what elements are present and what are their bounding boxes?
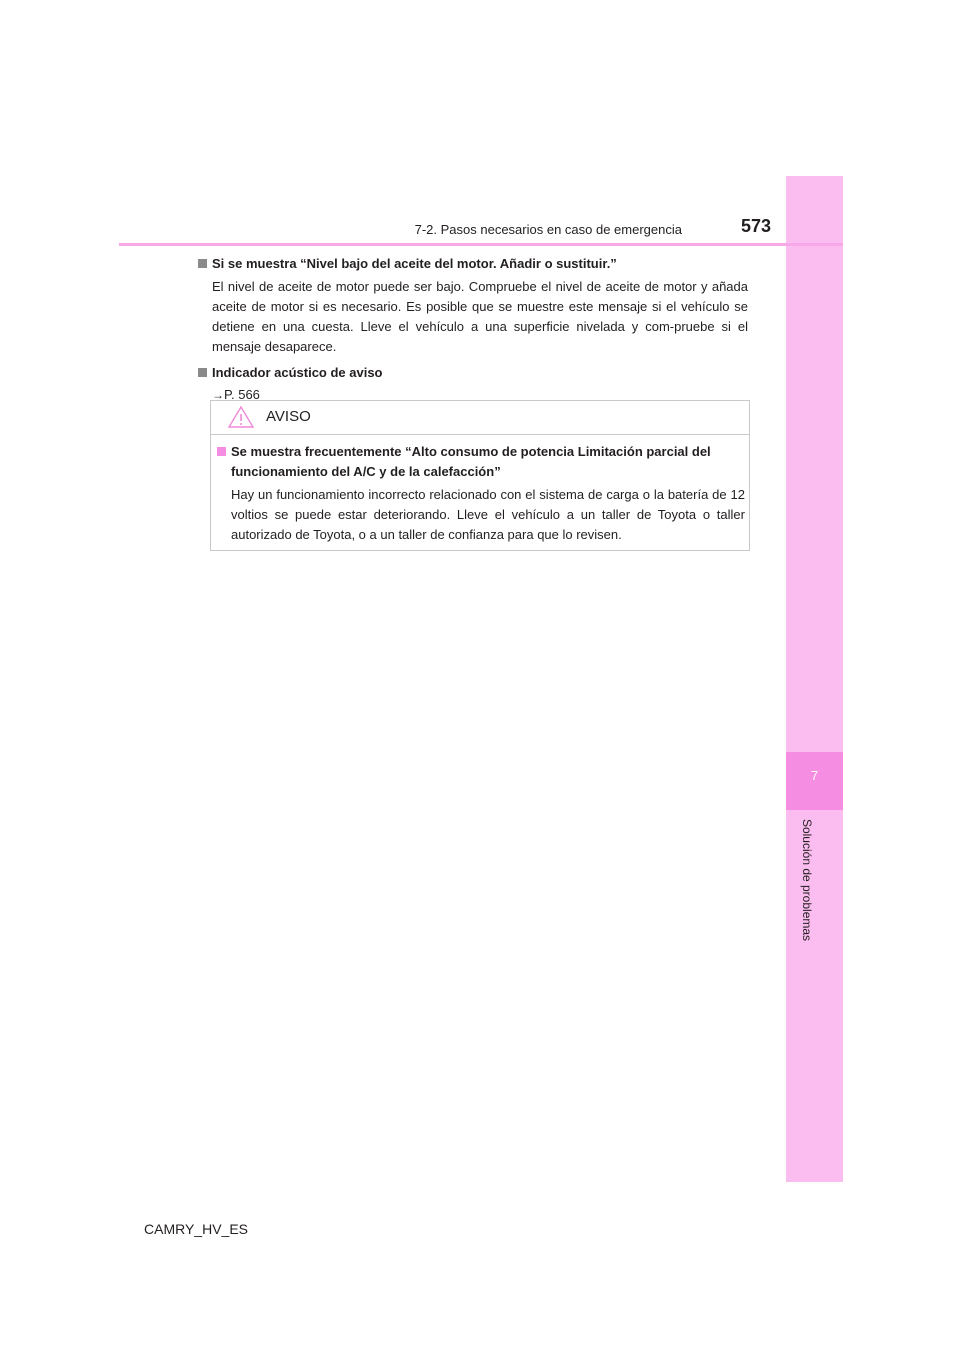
chapter-name: Solución de problemas	[800, 818, 814, 942]
page-number: 573	[741, 216, 772, 236]
list-item	[212, 254, 748, 357]
warning-item-body: Hay un funcionamiento incorrecto relacionado con el sistema de carga o la batería de 12 voltios se puede estar deteriorando. Lleve el vehículo a un taller de Toyota o taller autorizado de Toyota, o a un taller de confianza para que lo revisen.	[231, 487, 745, 542]
main-content	[212, 254, 748, 411]
warning-header	[211, 401, 749, 435]
arrow-right-icon: →	[212, 388, 224, 402]
item-title-text: Indicador acústico de aviso	[212, 365, 383, 380]
document-code: CAMRY_HV_ES	[144, 1221, 249, 1237]
warning-title-text: Se muestra frecuentemente “Alto consumo de potencia Limitación parcial del funcionamiento del A/C y de la calefacción”	[231, 444, 711, 479]
warning-label: AVISO	[266, 408, 311, 425]
header-divider	[119, 243, 843, 246]
square-bullet-icon	[198, 259, 207, 268]
warning-box	[210, 400, 750, 551]
page-reference-text: P. 566	[224, 387, 260, 402]
square-bullet-icon	[217, 447, 226, 456]
warning-item-title	[217, 442, 745, 482]
header-section-title: 7-2. Pasos necesarios en caso de emergencia	[414, 222, 682, 237]
warning-content	[217, 442, 745, 545]
warning-triangle-icon	[227, 405, 255, 429]
item-title-text: Si se muestra “Nivel bajo del aceite del motor. Añadir o sustituir.”	[212, 256, 617, 271]
item-body: El nivel de aceite de motor puede ser bajo. Compruebe el nivel de aceite de motor y añada aceite de motor si es necesario. Es posible que se muestre este mensaje si el vehículo se detiene en una cuesta. Lleve el vehículo a una superficie nivelada y com-pruebe si el mensaje desaparece.	[212, 279, 748, 354]
square-bullet-icon	[198, 368, 207, 377]
item-title	[198, 363, 748, 383]
list-item	[212, 363, 748, 405]
item-title	[198, 254, 748, 274]
side-tab	[786, 176, 843, 1182]
chapter-number: 7	[810, 768, 819, 783]
